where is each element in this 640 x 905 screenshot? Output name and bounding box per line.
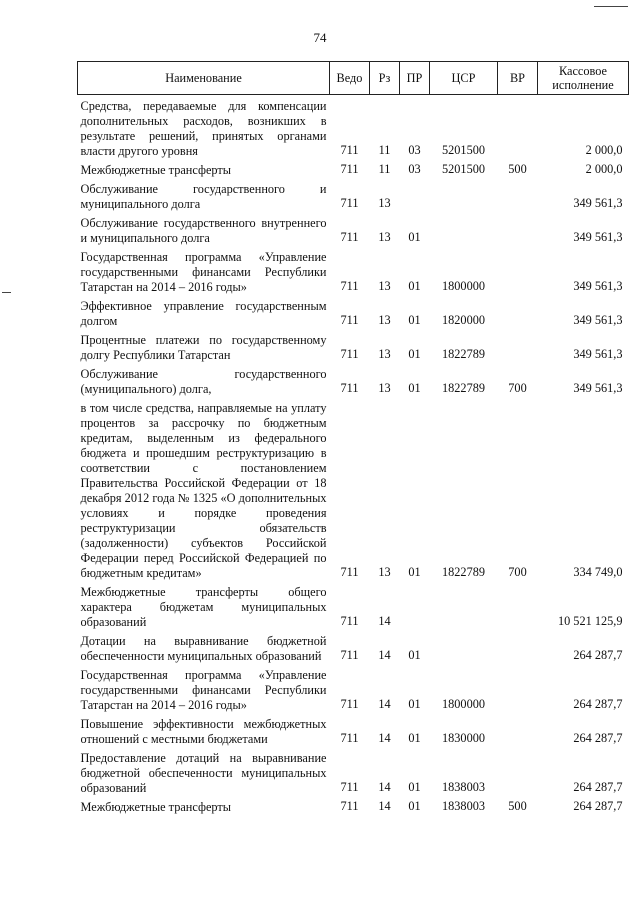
table-row — [78, 713, 629, 747]
cell-rz: 14 — [378, 731, 391, 745]
table-row — [78, 664, 629, 713]
cell-amount: 349 561,3 — [573, 279, 623, 293]
cell-amount: 349 561,3 — [573, 230, 623, 244]
cell-name: Государственная программа «Управление государственными финансами Республики Татарстан на 2014 – 2016 годы» — [80, 668, 327, 712]
cell-rz: 13 — [378, 313, 391, 327]
header-rz: Рз — [370, 62, 400, 95]
cell-pr: 01 — [408, 799, 421, 813]
cell-name: Дотации на выравнивание бюджетной обеспеченности муниципальных образований — [80, 634, 327, 663]
cell-amount: 264 287,7 — [573, 799, 623, 813]
table-header — [78, 62, 629, 95]
table-row — [78, 329, 629, 363]
cell-vr — [498, 581, 538, 630]
table-row — [78, 159, 629, 178]
cell-name: Обслуживание государственного и муниципального долга — [80, 182, 327, 211]
cell-amount: 264 287,7 — [573, 648, 623, 662]
cell-vr — [498, 664, 538, 713]
cell-csr: 1830000 — [441, 731, 486, 745]
cell-rz: 14 — [378, 780, 391, 794]
cell-csr: 1800000 — [441, 279, 486, 293]
cell-csr: 1838003 — [441, 780, 486, 794]
cell-pr: 03 — [408, 143, 421, 157]
cell-csr — [430, 630, 498, 664]
cell-amount: 349 561,3 — [573, 381, 623, 395]
cell-pr — [400, 581, 430, 630]
cell-rz: 14 — [378, 614, 391, 628]
cell-csr — [430, 178, 498, 212]
cell-amount: 349 561,3 — [573, 196, 623, 210]
cell-ved: 711 — [340, 565, 359, 579]
cell-rz: 13 — [378, 196, 391, 210]
cell-rz: 13 — [378, 279, 391, 293]
budget-table — [77, 61, 629, 815]
cell-amount: 349 561,3 — [573, 313, 623, 327]
cell-pr: 01 — [408, 381, 421, 395]
page-number: 74 — [313, 30, 327, 45]
cell-pr: 01 — [408, 565, 421, 579]
cell-amount: 10 521 125,9 — [557, 614, 623, 628]
cell-vr — [498, 212, 538, 246]
table-row — [78, 747, 629, 796]
cell-ved: 711 — [340, 313, 359, 327]
cell-vr — [498, 630, 538, 664]
cell-amount: 264 287,7 — [573, 780, 623, 794]
cell-pr: 01 — [408, 648, 421, 662]
cell-vr — [498, 95, 538, 160]
table-body — [78, 95, 629, 816]
cell-csr — [430, 581, 498, 630]
cell-vr — [498, 329, 538, 363]
cell-vr: 700 — [508, 381, 527, 395]
header-name: Наименование — [78, 62, 330, 95]
cell-csr: 1820000 — [441, 313, 486, 327]
cell-name: Обслуживание государственного (муниципального) долга, — [80, 367, 327, 396]
cell-name: Повышение эффективности межбюджетных отношений с местными бюджетами — [80, 717, 327, 746]
cell-name: Предоставление дотаций на выравнивание бюджетной обеспеченности муниципальных образований — [80, 751, 327, 795]
table-row — [78, 363, 629, 397]
cell-csr: 1800000 — [441, 697, 486, 711]
cell-pr: 01 — [408, 313, 421, 327]
cell-ved: 711 — [340, 347, 359, 361]
cell-ved: 711 — [340, 731, 359, 745]
cell-csr: 1822789 — [441, 381, 486, 395]
cell-csr: 1822789 — [441, 347, 486, 361]
cell-ved: 711 — [340, 381, 359, 395]
table-row — [78, 95, 629, 160]
cell-vr — [498, 713, 538, 747]
cell-name: Эффективное управление государственным долгом — [80, 299, 327, 328]
header-pr: ПР — [400, 62, 430, 95]
cell-amount: 349 561,3 — [573, 347, 623, 361]
cell-ved: 711 — [340, 279, 359, 293]
cell-vr: 500 — [508, 799, 527, 813]
header-vr: ВР — [498, 62, 538, 95]
cell-pr: 03 — [408, 162, 421, 176]
cell-vr: 500 — [508, 162, 527, 176]
header-ved: Ведо — [330, 62, 370, 95]
cell-amount: 2 000,0 — [585, 162, 623, 176]
cell-name: Обслуживание государственного внутреннего и муниципального долга — [80, 216, 327, 245]
cell-pr: 01 — [408, 780, 421, 794]
cell-ved: 711 — [340, 230, 359, 244]
cell-ved: 711 — [340, 143, 359, 157]
cell-rz: 13 — [378, 565, 391, 579]
cell-vr: 700 — [508, 565, 527, 579]
header-amount: Кассовое исполнение — [538, 62, 629, 95]
cell-csr: 1822789 — [441, 565, 486, 579]
table-row — [78, 630, 629, 664]
cell-pr: 01 — [408, 697, 421, 711]
table-row — [78, 295, 629, 329]
table-row — [78, 397, 629, 581]
cell-ved: 711 — [340, 697, 359, 711]
cell-pr — [400, 178, 430, 212]
cell-vr — [498, 747, 538, 796]
cell-amount: 2 000,0 — [585, 143, 623, 157]
cell-ved: 711 — [340, 648, 359, 662]
table-row — [78, 178, 629, 212]
cell-rz: 13 — [378, 230, 391, 244]
cell-name: Межбюджетные трансферты — [80, 163, 232, 177]
header-row — [78, 62, 629, 95]
cell-amount: 334 749,0 — [573, 565, 623, 579]
cell-amount: 264 287,7 — [573, 697, 623, 711]
cell-name: Государственная программа «Управление государственными финансами Республики Татарстан на 2014 – 2016 годы» — [80, 250, 327, 294]
cell-csr: 5201500 — [441, 162, 486, 176]
cell-rz: 14 — [378, 648, 391, 662]
cell-pr: 01 — [408, 230, 421, 244]
cell-vr — [498, 246, 538, 295]
cell-name: Процентные платежи по государственному долгу Республики Татарстан — [80, 333, 327, 362]
cell-ved: 711 — [340, 614, 359, 628]
cell-rz: 11 — [378, 143, 391, 157]
scan-mark-left — [2, 292, 11, 293]
scan-mark-top-right — [594, 6, 628, 7]
cell-pr: 01 — [408, 347, 421, 361]
cell-ved: 711 — [340, 162, 359, 176]
table-row — [78, 581, 629, 630]
cell-name: в том числе средства, направляемые на уплату процентов за рассрочку по бюджетным кредитам, выделенным из федерального бюджета и прошедшим реструктуризацию в соответствии с постановлением Правительства Российской Федерации от 18 декабря 2012 года № 1325 «О дополнительных условиях и порядке проведения реструктуризации обязательств (задолженности) субъектов Российской Федерации перед Российской Федерацией по бюджетным кредитам» — [80, 401, 327, 580]
table-row — [78, 246, 629, 295]
cell-amount: 264 287,7 — [573, 731, 623, 745]
cell-vr — [498, 295, 538, 329]
cell-name: Средства, передаваемые для компенсации дополнительных расходов, возникших в результате решений, принятых органами власти другого уровня — [80, 99, 327, 158]
table-row — [78, 212, 629, 246]
cell-ved: 711 — [340, 780, 359, 794]
cell-rz: 14 — [378, 697, 391, 711]
cell-csr — [430, 212, 498, 246]
header-csr: ЦСР — [430, 62, 498, 95]
cell-ved: 711 — [340, 196, 359, 210]
cell-csr: 5201500 — [441, 143, 486, 157]
cell-ved: 711 — [340, 799, 359, 813]
cell-rz: 14 — [378, 799, 391, 813]
cell-pr: 01 — [408, 731, 421, 745]
cell-rz: 13 — [378, 347, 391, 361]
cell-name: Межбюджетные трансферты — [80, 800, 232, 814]
cell-rz: 11 — [378, 162, 391, 176]
table-row — [78, 796, 629, 815]
cell-vr — [498, 178, 538, 212]
cell-rz: 13 — [378, 381, 391, 395]
cell-csr: 1838003 — [441, 799, 486, 813]
cell-name: Межбюджетные трансферты общего характера бюджетам муниципальных образований — [80, 585, 327, 629]
cell-pr: 01 — [408, 279, 421, 293]
